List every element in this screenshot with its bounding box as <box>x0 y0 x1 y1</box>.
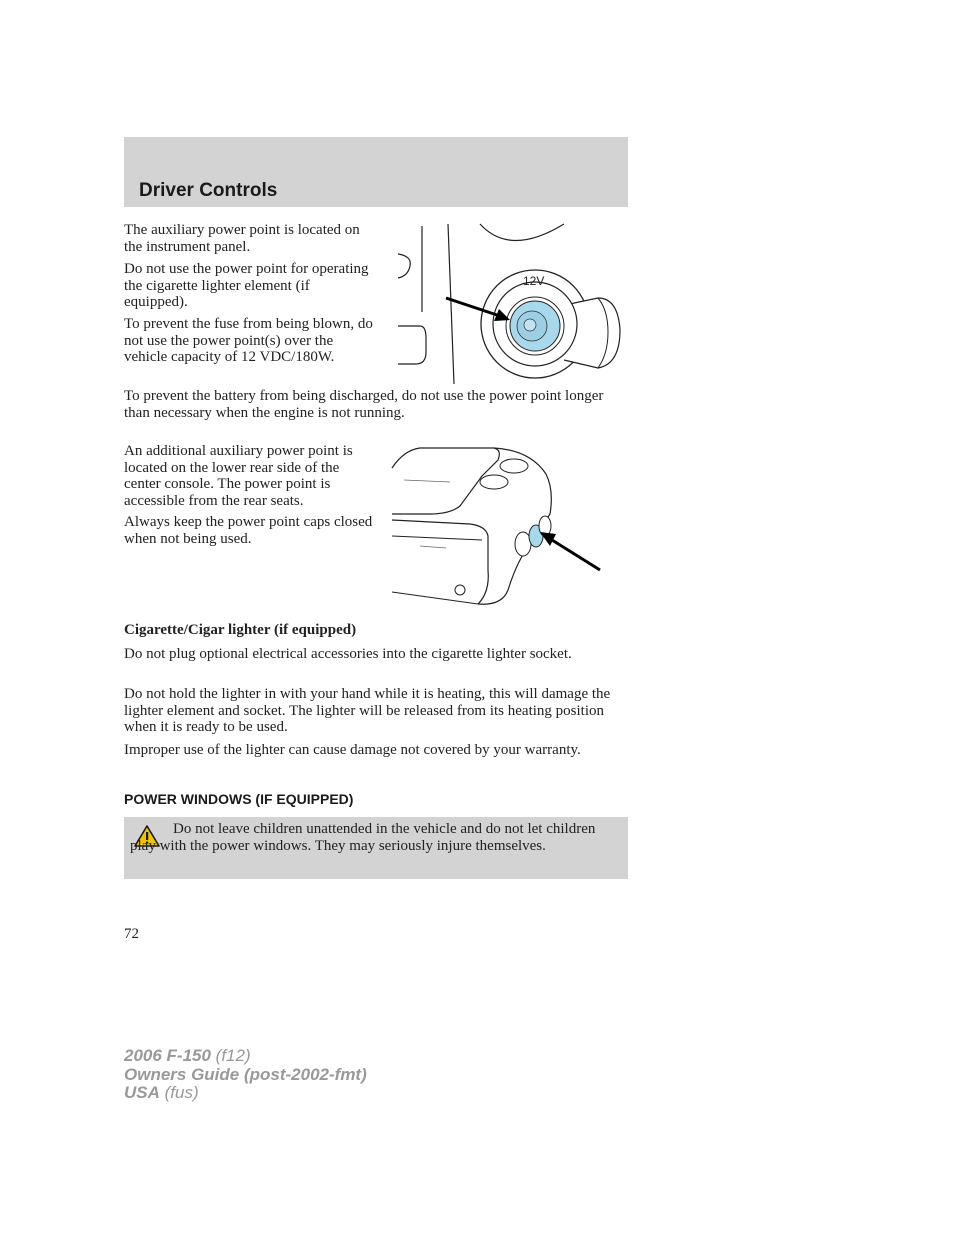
warning-text <box>130 821 622 854</box>
header-band <box>124 137 628 207</box>
footer-line-3 <box>124 1084 367 1103</box>
footer-market: USA <box>124 1083 160 1102</box>
subheading-lighter: Cigarette/Cigar lighter (if equipped) <box>124 622 357 638</box>
footer-market-code: (fus) <box>159 1083 199 1102</box>
footer <box>124 1047 367 1103</box>
power-point-label: 12V <box>523 274 545 288</box>
paragraph-rear-power-point: An additional auxiliary power point is located on the lower rear side of the center console. The power point is accessible from the rear seats. <box>124 443 353 509</box>
paragraph-lighter-heating: Do not hold the lighter in with your hand while it is heating, this will damage the lighter element and socket. The lighter will be released from its heating position when it is ready to be used. <box>124 686 611 735</box>
page-title: Driver Controls <box>139 180 278 201</box>
console-figure <box>390 440 606 608</box>
section-heading-power-windows: POWER WINDOWS (IF EQUIPPED) <box>124 791 354 807</box>
paragraph-location: The auxiliary power point is located on the instrument panel. <box>124 222 360 255</box>
paragraph-fuse: To prevent the fuse from being blown, do not use the power point(s) over the vehicle capacity of 12 VDC/180W. <box>124 316 373 365</box>
power-point-figure <box>392 222 628 387</box>
page-number: 72 <box>124 926 139 942</box>
footer-line-2 <box>124 1066 367 1085</box>
footer-line-1 <box>124 1047 367 1066</box>
footer-guide: Owners Guide (post-2002-fmt) <box>124 1064 367 1084</box>
warning-box <box>124 817 628 879</box>
paragraph-warranty: Improper use of the lighter can cause damage not covered by your warranty. <box>124 742 581 758</box>
warning-text-content: Do not leave children unattended in the vehicle and do not let children play with the power windows. They may seriously injure themselves. <box>130 821 596 854</box>
paragraph-battery-text: To prevent the battery from being discharged, do not use the power point longer than necessary when the engine is not running. <box>124 388 604 421</box>
paragraph-lighter-socket: Do not plug optional electrical accessories into the cigarette lighter socket. <box>124 646 572 662</box>
paragraph-caps: Always keep the power point caps closed when not being used. <box>124 514 373 547</box>
paragraph-lighter-warning: Do not use the power point for operating the cigarette lighter element (if equipped). <box>124 261 369 310</box>
footer-model-code: (f12) <box>210 1046 251 1065</box>
footer-model: 2006 F-150 <box>124 1046 211 1065</box>
